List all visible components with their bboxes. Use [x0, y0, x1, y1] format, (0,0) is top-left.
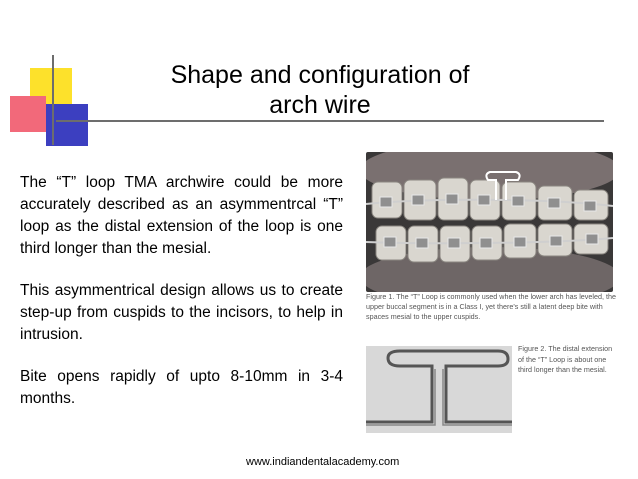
- title-line-2: arch wire: [269, 91, 371, 119]
- figure-1-caption: Figure 1. The “T” Loop is commonly used when the lower arch has leveled, the upper buccal segment is in a Class I, yet there's still a latent deep bite with spaces mesial to the upper cuspids.: [366, 292, 616, 321]
- paragraph-1: The “T” loop TMA archwire could be more accurately described as an asymmentrcal “T” loop as the distal extension of the loop is one third longer than the mesial.: [20, 174, 343, 257]
- body-text: [20, 172, 343, 430]
- title-underline: [56, 120, 604, 122]
- decor-red-square: [10, 96, 46, 132]
- paragraph-2: This asymmentrical design allows us to create step-up from cuspids to the incisors, to help in intrusion.: [20, 282, 343, 343]
- figure-2-caption: Figure 2. The distal extension of the “T” Loop is about one third longer than the mesial.: [518, 344, 613, 374]
- teeth-photo-illustration: [366, 152, 613, 292]
- paragraph-3: Bite opens rapidly of upto 8-10mm in 3-4 months.: [20, 368, 343, 407]
- title-line-1: Shape and configuration of: [170, 61, 470, 89]
- t-loop-wire-image: [366, 346, 512, 433]
- decor-vertical-line: [52, 55, 54, 145]
- slide-title: [130, 60, 510, 120]
- intraoral-photo: [366, 152, 613, 292]
- t-loop-wire-illustration: [366, 346, 512, 433]
- footer-url: www.indiandentalacademy.com: [246, 456, 400, 468]
